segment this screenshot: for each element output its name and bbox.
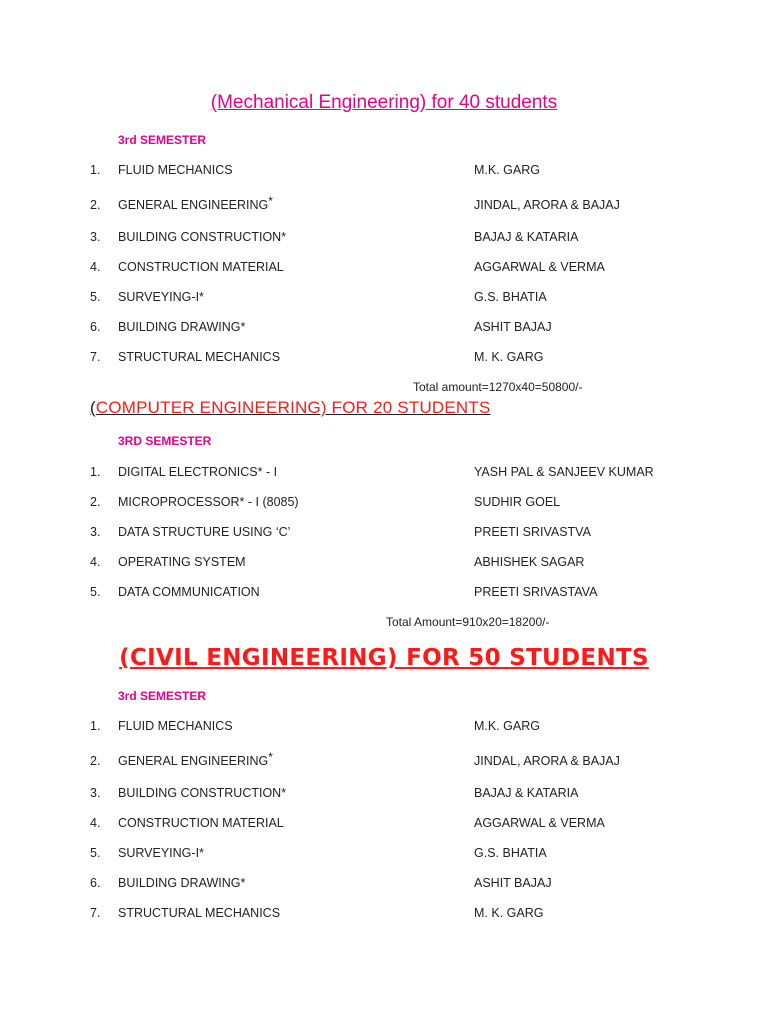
- author-name: PREETI SRIVASTVA: [474, 525, 591, 539]
- mechanical-row-4: [0, 260, 768, 280]
- subject-name: CONSTRUCTION MATERIAL: [118, 816, 284, 830]
- row-number: 3.: [90, 525, 101, 539]
- subject-name: STRUCTURAL MECHANICS: [118, 350, 281, 364]
- author-name: PREETI SRIVASTAVA: [474, 585, 598, 599]
- civil-row-1: [0, 719, 768, 739]
- subject-name: SURVEYING-I*: [118, 846, 204, 860]
- subject-name: BUILDING CONSTRUCTION*: [118, 786, 287, 800]
- author-name: ASHIT BAJAJ: [474, 320, 552, 334]
- computer-row-4: [0, 555, 768, 575]
- civil-row-5: [0, 846, 768, 866]
- subject-name: MICROPROCESSOR* - I (8085): [118, 495, 299, 509]
- mechanical-row-6: [0, 320, 768, 340]
- row-number: 3.: [90, 786, 101, 800]
- subject-name: OPERATING SYSTEM: [118, 555, 246, 569]
- title-open-paren: (: [90, 398, 96, 417]
- mechanical-row-5: [0, 290, 768, 310]
- subject-name: FLUID MECHANICS: [118, 163, 233, 177]
- asterisk-mark: *: [268, 194, 273, 208]
- author-name: M.K. GARG: [474, 163, 540, 177]
- computer-row-3: [0, 525, 768, 545]
- row-number: 1.: [90, 163, 101, 177]
- computer-row-5: [0, 585, 768, 605]
- row-number: 5.: [90, 290, 101, 304]
- subject-name: SURVEYING-I*: [118, 290, 204, 304]
- computer-semester-label: 3RD SEMESTER: [118, 434, 212, 448]
- row-number: 6.: [90, 320, 101, 334]
- author-name: JINDAL, ARORA & BAJAJ: [474, 754, 620, 768]
- author-name: SUDHIR GOEL: [474, 495, 561, 509]
- subject-name: STRUCTURAL MECHANICS: [118, 906, 281, 920]
- author-name: G.S. BHATIA: [474, 290, 547, 304]
- civil-row-7: [0, 906, 768, 926]
- row-number: 3.: [90, 230, 101, 244]
- row-number: 4.: [90, 816, 101, 830]
- row-number: 2.: [90, 198, 101, 212]
- author-name: YASH PAL & SANJEEV KUMAR: [474, 465, 654, 479]
- mechanical-row-3: [0, 230, 768, 250]
- author-name: AGGARWAL & VERMA: [474, 260, 605, 274]
- computer-total-amount: Total Amount=910x20=18200/-: [386, 615, 550, 629]
- mechanical-total-amount: Total amount=1270x40=50800/-: [413, 380, 583, 394]
- row-number: 5.: [90, 585, 101, 599]
- row-number: 4.: [90, 555, 101, 569]
- author-name: AGGARWAL & VERMA: [474, 816, 605, 830]
- mechanical-row-2: [0, 194, 768, 218]
- civil-row-4: [0, 816, 768, 836]
- civil-section-title: (CIVIL ENGINEERING) FOR 50 STUDENTS: [119, 645, 649, 671]
- civil-row-6: [0, 876, 768, 896]
- subject-name: [118, 194, 273, 212]
- author-name: JINDAL, ARORA & BAJAJ: [474, 198, 620, 212]
- row-number: 1.: [90, 465, 101, 479]
- row-number: 2.: [90, 495, 101, 509]
- civil-semester-label: 3rd SEMESTER: [118, 689, 207, 703]
- author-name: M.K. GARG: [474, 719, 540, 733]
- title-text: COMPUTER ENGINEERING) FOR 20 STUDENTS: [95, 398, 491, 417]
- computer-row-2: [0, 495, 768, 515]
- author-name: M. K. GARG: [474, 906, 544, 920]
- author-name: ABHISHEK SAGAR: [474, 555, 585, 569]
- mechanical-row-7: [0, 350, 768, 370]
- row-number: 5.: [90, 846, 101, 860]
- subject-name: CONSTRUCTION MATERIAL: [118, 260, 284, 274]
- row-number: 7.: [90, 906, 101, 920]
- subject-name: DIGITAL ELECTRONICS* - I: [118, 465, 278, 479]
- row-number: 2.: [90, 754, 101, 768]
- subject-name: BUILDING CONSTRUCTION*: [118, 230, 287, 244]
- author-name: ASHIT BAJAJ: [474, 876, 552, 890]
- computer-section-title: [90, 398, 491, 418]
- author-name: G.S. BHATIA: [474, 846, 547, 860]
- row-number: 6.: [90, 876, 101, 890]
- row-number: 1.: [90, 719, 101, 733]
- row-number: 7.: [90, 350, 101, 364]
- civil-row-3: [0, 786, 768, 806]
- subject-name: FLUID MECHANICS: [118, 719, 233, 733]
- subject-text: GENERAL ENGINEERING: [118, 198, 269, 212]
- civil-row-2: [0, 750, 768, 774]
- author-name: BAJAJ & KATARIA: [474, 230, 579, 244]
- computer-row-1: [0, 465, 768, 485]
- subject-name: DATA STRUCTURE USING ‘C’: [118, 525, 291, 539]
- mechanical-row-1: [0, 163, 768, 183]
- subject-name: BUILDING DRAWING*: [118, 876, 246, 890]
- subject-text: GENERAL ENGINEERING: [118, 754, 269, 768]
- subject-name: BUILDING DRAWING*: [118, 320, 246, 334]
- asterisk-mark: *: [268, 750, 273, 764]
- subject-name: DATA COMMUNICATION: [118, 585, 260, 599]
- author-name: M. K. GARG: [474, 350, 544, 364]
- row-number: 4.: [90, 260, 101, 274]
- mechanical-semester-label: 3rd SEMESTER: [118, 133, 207, 147]
- mechanical-section-title: (Mechanical Engineering) for 40 students: [210, 92, 558, 113]
- author-name: BAJAJ & KATARIA: [474, 786, 579, 800]
- subject-name: [118, 750, 273, 768]
